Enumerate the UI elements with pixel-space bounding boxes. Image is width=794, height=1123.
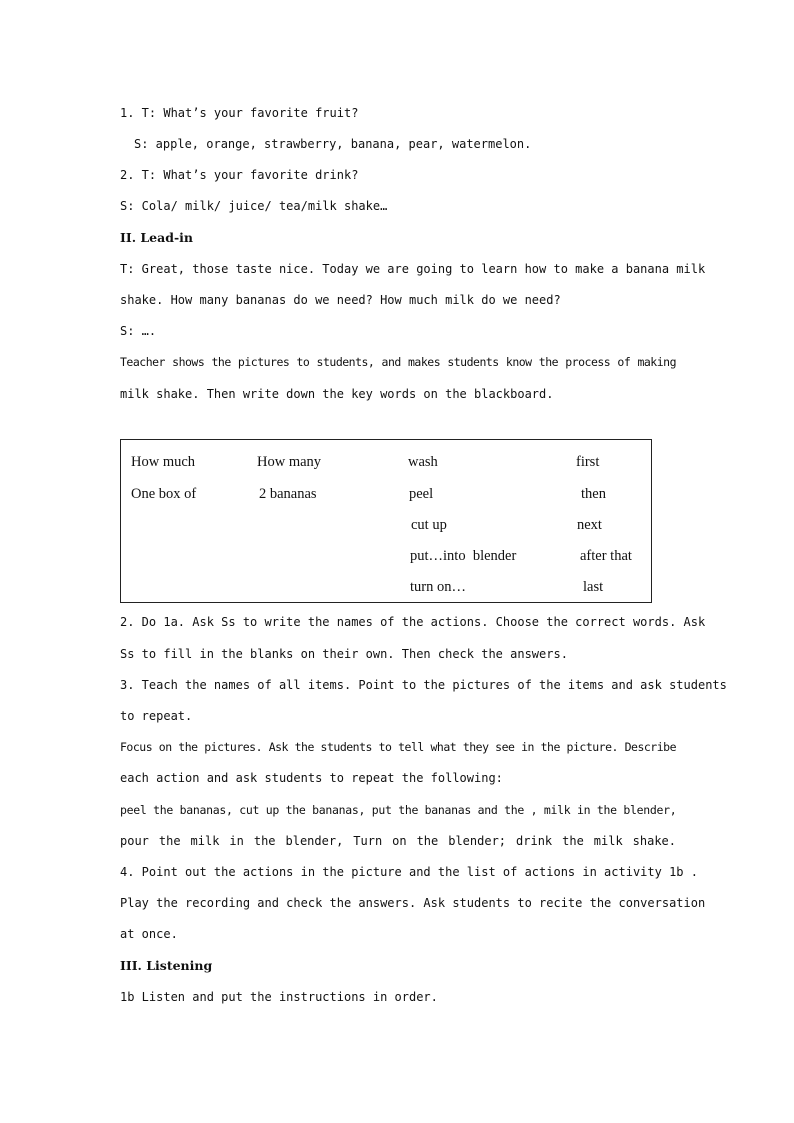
text-line-question-fruit: 1. T: What’s your favorite fruit? [120, 106, 359, 120]
section-heading-listening: III. Listening [120, 958, 213, 973]
text-line-do-1a-1: 2. Do 1a. Ask Ss to write the names of the actions. Choose the correct words. Ask [120, 615, 706, 629]
text-line-leadin-1: T: Great, those taste nice. Today we are going to learn how to make a banana milk [120, 262, 706, 276]
table-cell-peel: peel [409, 486, 434, 502]
section-heading-lead-in: II. Lead-in [120, 230, 194, 245]
table-cell-cut-up: cut up [411, 517, 447, 533]
text-line-point-out-1: 4. Point out the actions in the picture and the list of actions in activity 1b . [120, 865, 698, 879]
text-line-answer-drinks: S: Cola/ milk/ juice/ tea/milk shake… [120, 199, 388, 213]
table-cell-after-that: after that [580, 548, 632, 564]
key-words-table [120, 439, 652, 603]
table-cell-put-into-blender: put…into blender [410, 548, 517, 564]
text-line-actions-list-2: pour the milk in the blender, Turn on the blender; drink the milk shake. [120, 834, 676, 848]
text-line-question-drink: 2. T: What’s your favorite drink? [120, 168, 359, 182]
text-line-teacher-shows-1: Teacher shows the pictures to students, and makes students know the process of making [120, 355, 676, 369]
text-line-teacher-shows-2: milk shake. Then write down the key words on the blackboard. [120, 387, 554, 401]
table-cell-last: last [583, 579, 604, 595]
text-line-listen-order: 1b Listen and put the instructions in order. [120, 990, 438, 1004]
text-line-do-1a-2: Ss to fill in the blanks on their own. Then check the answers. [120, 647, 568, 661]
text-line-focus-pictures-2: each action and ask students to repeat the following: [120, 771, 503, 785]
table-cell-two-bananas: 2 bananas [259, 486, 317, 502]
text-line-point-out-3: at once. [120, 927, 178, 941]
table-cell-wash: wash [408, 454, 438, 470]
table-cell-how-many: How many [257, 454, 322, 470]
text-line-leadin-2: shake. How many bananas do we need? How much milk do we need? [120, 293, 561, 307]
text-line-focus-pictures-1: Focus on the pictures. Ask the students to tell what they see in the picture. Describe [120, 740, 676, 754]
table-cell-turn-on: turn on… [410, 579, 466, 595]
text-line-point-out-2: Play the recording and check the answers. Ask students to recite the conversation [120, 896, 706, 910]
table-cell-next: next [577, 517, 602, 533]
text-line-actions-list-1: peel the bananas, cut up the bananas, put the bananas and the , milk in the blender, [120, 803, 677, 817]
table-cell-how-much: How much [131, 454, 196, 470]
text-line-teach-names-2: to repeat. [120, 709, 193, 723]
table-cell-one-box-of: One box of [131, 486, 197, 502]
text-line-answer-fruits: S: apple, orange, strawberry, banana, pear, watermelon. [134, 137, 532, 151]
text-line-student-reply: S: …. [120, 324, 157, 338]
text-line-teach-names-1: 3. Teach the names of all items. Point to the pictures of the items and ask students [120, 678, 727, 692]
table-cell-then: then [581, 486, 606, 502]
table-cell-first: first [576, 454, 600, 470]
